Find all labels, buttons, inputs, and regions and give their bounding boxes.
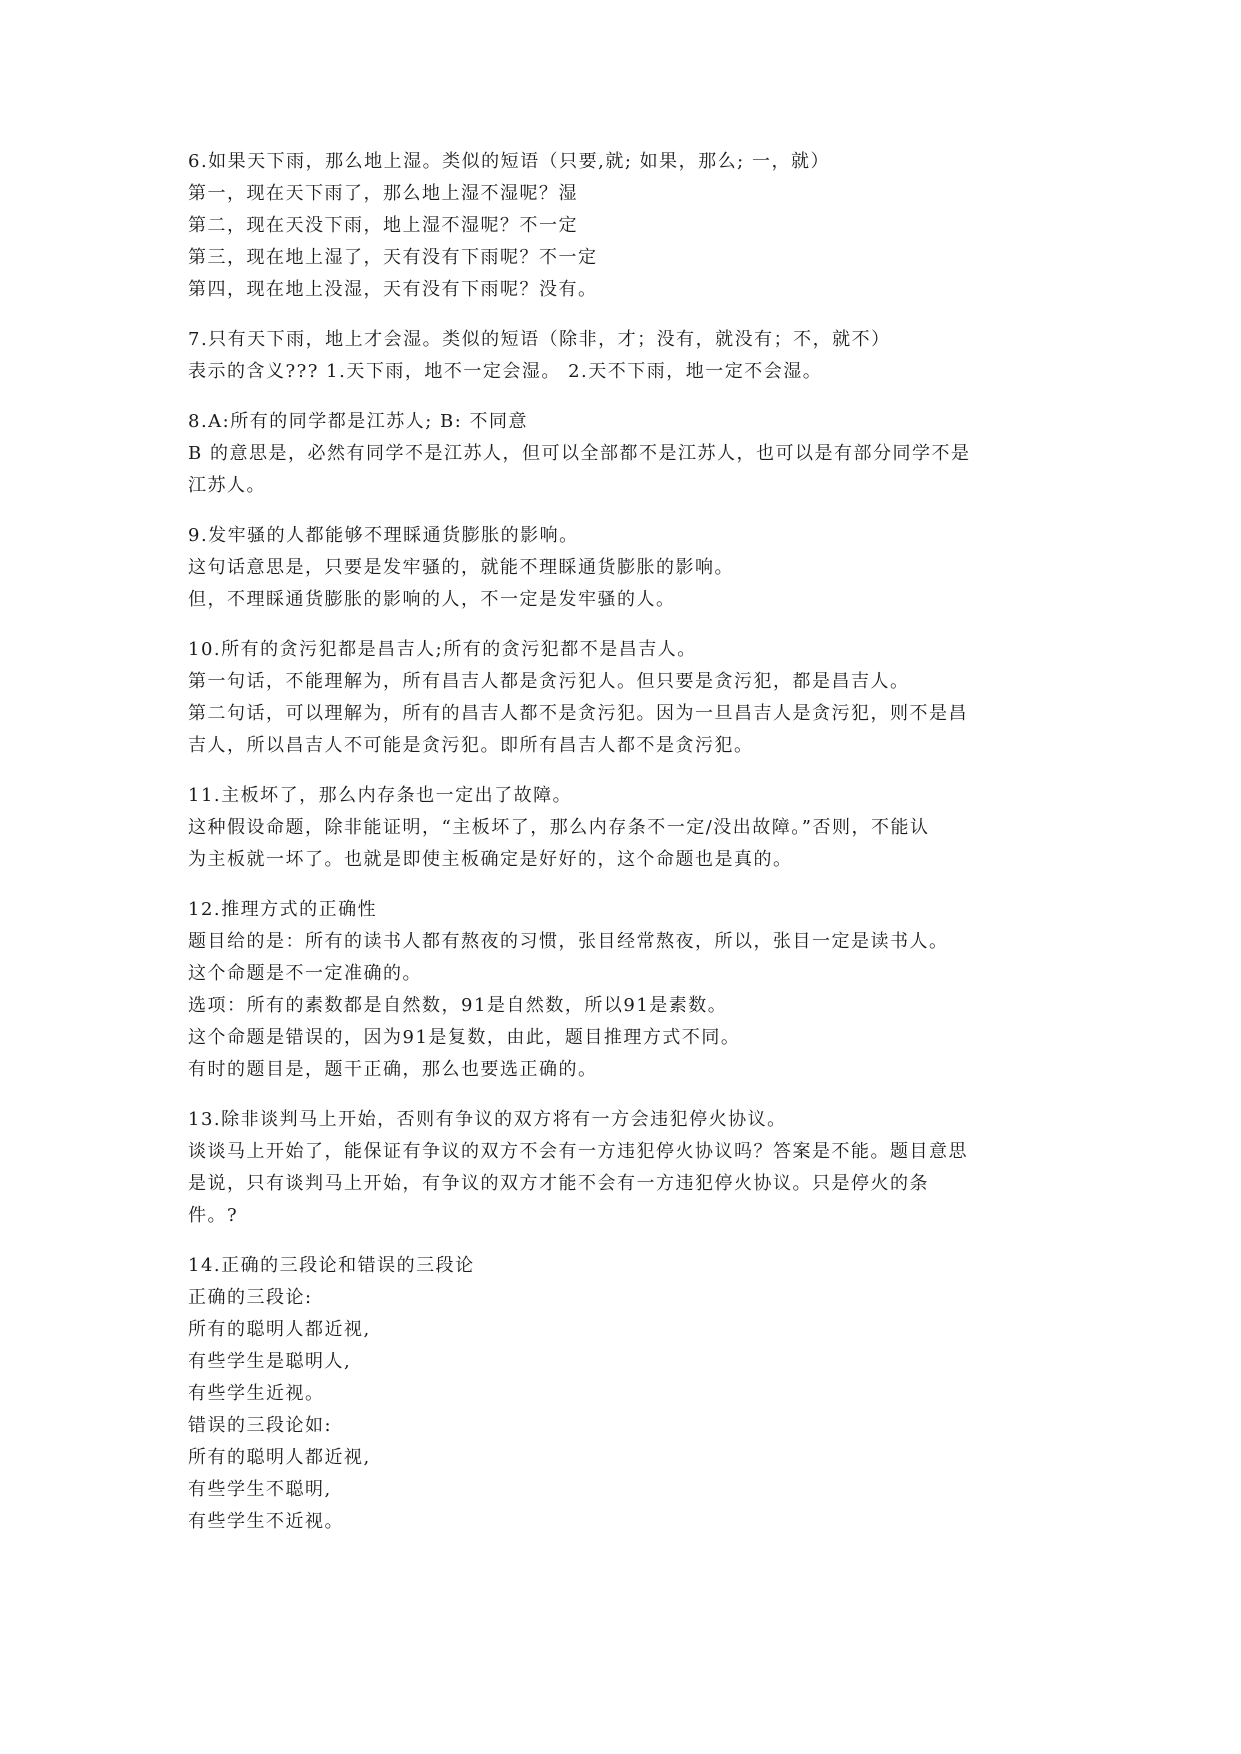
section-5 (188, 634, 1068, 762)
section-heading: 8.A:所有的同学都是江苏人; B: 不同意 (188, 411, 529, 432)
document-body (188, 146, 1068, 1556)
section-heading: 10.所有的贪污犯都是昌吉人;所有的贪污犯都不是昌吉人。 (188, 639, 697, 660)
section-6 (188, 780, 1068, 876)
paragraph-line: 所有的聪明人都近视, (188, 1319, 371, 1340)
paragraph-line: 正确的三段论: (188, 1287, 313, 1308)
paragraph-line: 第四，现在地上没湿，天有没有下雨呢？没有。 (188, 279, 598, 300)
paragraph-line: 谈谈马上开始了，能保证有争议的双方不会有一方违犯停火协议吗？答案是不能。题目意思 (188, 1141, 968, 1162)
paragraph-line: 第一句话，不能理解为，所有昌吉人都是贪污犯人。但只要是贪污犯，都是昌吉人。 (188, 671, 910, 692)
section-heading: 11.主板坏了，那么内存条也一定出了故障。 (188, 785, 573, 806)
paragraph-line: 是说，只有谈判马上开始，有争议的双方才能不会有一方违犯停火协议。只是停火的条 (188, 1173, 929, 1194)
section-heading: 7.只有天下雨，地上才会湿。类似的短语（除非，才；没有，就没有；不，就不） (188, 329, 891, 350)
section-1 (188, 146, 1068, 306)
paragraph-line: 选项：所有的素数都是自然数，91是自然数，所以91是素数。 (188, 995, 728, 1016)
paragraph-line: 为主板就一坏了。也就是即使主板确定是好好的，这个命题也是真的。 (188, 849, 793, 870)
paragraph-line: 第三，现在地上湿了，天有没有下雨呢？不一定 (188, 247, 598, 268)
section-9 (188, 1250, 1068, 1538)
section-heading: 6.如果天下雨，那么地上湿。类似的短语（只要,就; 如果，那么; 一，就） (188, 151, 830, 172)
paragraph-line: 有些学生近视。 (188, 1383, 325, 1404)
paragraph-line: 所有的聪明人都近视, (188, 1447, 371, 1468)
paragraph-line: 错误的三段论如: (188, 1415, 333, 1436)
paragraph-line: 第二句话，可以理解为，所有的昌吉人都不是贪污犯。因为一旦昌吉人是贪污犯，则不是昌 (188, 703, 968, 724)
paragraph-line: 吉人，所以昌吉人不可能是贪污犯。即所有昌吉人都不是贪污犯。 (188, 735, 754, 756)
paragraph-line: 件。? (188, 1205, 239, 1226)
paragraph-line: 江苏人。 (188, 475, 266, 496)
paragraph-line: 题目给的是：所有的读书人都有熬夜的习惯，张目经常熬夜，所以，张目一定是读书人。 (188, 931, 949, 952)
paragraph-line: 有时的题目是，题干正确，那么也要选正确的。 (188, 1059, 598, 1080)
paragraph-line: 这个命题是错误的，因为91是复数，由此，题目推理方式不同。 (188, 1027, 741, 1048)
paragraph-line: 第一，现在天下雨了，那么地上湿不湿呢？湿 (188, 183, 578, 204)
section-4 (188, 520, 1068, 616)
section-3 (188, 406, 1068, 502)
paragraph-line: 表示的含义??? 1.天下雨，地不一定会湿。 2.天不下雨，地一定不会湿。 (188, 361, 823, 382)
paragraph-line: 这种假设命题，除非能证明，“主板坏了，那么内存条不一定/没出故障。”否则，不能认 (188, 817, 930, 838)
paragraph-line: 有些学生不聪明, (188, 1479, 332, 1500)
section-8 (188, 1104, 1068, 1232)
section-heading: 12.推理方式的正确性 (188, 899, 378, 920)
paragraph-line: B 的意思是，必然有同学不是江苏人，但可以全部都不是江苏人，也可以是有部分同学不是 (188, 443, 971, 464)
section-heading: 14.正确的三段论和错误的三段论 (188, 1255, 475, 1276)
section-heading: 13.除非谈判马上开始，否则有争议的双方将有一方会违犯停火协议。 (188, 1109, 787, 1130)
paragraph-line: 有些学生不近视。 (188, 1511, 344, 1532)
section-heading: 9.发牢骚的人都能够不理睬通货膨胀的影响。 (188, 525, 579, 546)
paragraph-line: 这个命题是不一定准确的。 (188, 963, 422, 984)
paragraph-line: 但，不理睬通货膨胀的影响的人，不一定是发牢骚的人。 (188, 589, 676, 610)
paragraph-line: 这句话意思是，只要是发牢骚的，就能不理睬通货膨胀的影响。 (188, 557, 734, 578)
paragraph-line: 第二，现在天没下雨，地上湿不湿呢？不一定 (188, 215, 578, 236)
paragraph-line: 有些学生是聪明人, (188, 1351, 352, 1372)
section-2 (188, 324, 1068, 388)
section-7 (188, 894, 1068, 1086)
